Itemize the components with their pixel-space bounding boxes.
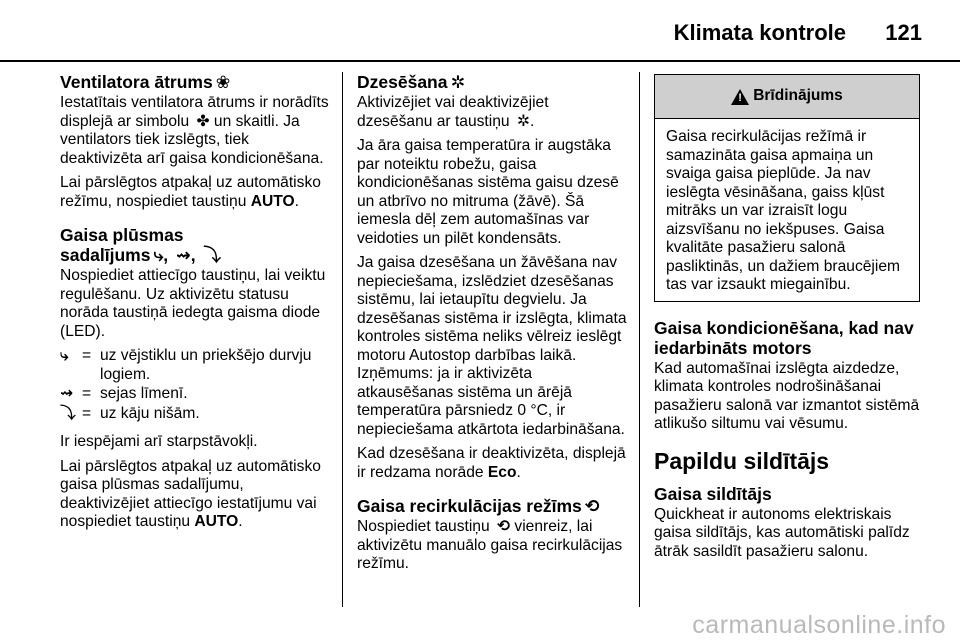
paragraph-distribution-auto: Lai pārslēgtos atpakaļ uz automātisko gaisa plūsmas sadalījumu, deaktivizējiet attiecīgo iestatījumu vai nospiediet taustiņu AUTO. <box>60 457 321 530</box>
footwell-airflow-icon: ⤵ <box>203 245 221 265</box>
heading-air-heater: Gaisa sildītājs <box>654 483 772 504</box>
paragraph-ac-engine-off: Kad automašīnai izslēgta aizdedze, klimata kontroles nodrošināšanai pasažieru salonā var izmantot sistēmā atlikušo siltumu vai vēsumu. <box>654 359 920 432</box>
column-divider <box>342 72 343 607</box>
heading-fan-speed: Ventilatora ātrums ❀ <box>60 72 231 92</box>
windscreen-airflow-icon: ⤷ <box>60 347 69 364</box>
column-3 <box>654 72 920 567</box>
paragraph-cooling-eco: Kad dzesēšana ir deaktivizēta, displejā ir redzama norāde Eco. <box>357 445 626 481</box>
footwell-airflow-icon: ⤵ <box>60 404 76 422</box>
snowflake-icon: ✲ <box>516 112 530 130</box>
recirculation-icon: ⟲ <box>496 518 511 535</box>
windscreen-airflow-icon: ⤷ <box>153 245 164 265</box>
paragraph-fan: Iestatītais ventilatora ātrums ir norādīts displejā ar simbolu ✤ un skaitli. Ja ventilators tiek izslēgts, tiek deaktivizēta arī gaisa kondicionēšana. <box>60 94 329 167</box>
recirculation-icon: ⟲ <box>584 496 600 516</box>
heading-ac-engine-off: Gaisa kondicionēšana, kad nav iedarbināts motors <box>654 317 914 358</box>
column-2 <box>357 72 627 580</box>
paragraph-intermediate: Ir iespējami arī starpstāvokļi. <box>60 433 258 450</box>
warning-triangle-icon: ! <box>731 89 749 105</box>
paragraph-recirculation: Nospiediet taustiņu ⟲ vienreiz, lai aktivizētu manuālo gaisa recirkulācijas režīmu. <box>357 518 623 572</box>
page-title: Klimata kontrole <box>673 20 846 45</box>
fan-icon: ❀ <box>215 72 231 92</box>
list-item: ⤵ = uz kāju nišām. <box>60 404 200 422</box>
face-airflow-icon: ⇝ <box>60 385 74 402</box>
paragraph-fan-auto: Lai pārslēgtos atpakaļ uz automātisko režīmu, nospiediet taustiņu AUTO. <box>60 174 321 210</box>
heading-auxiliary-heater: Papildu sildītājs <box>654 447 830 474</box>
column-divider <box>639 72 640 607</box>
distribution-list <box>60 347 330 423</box>
paragraph-cooling-toggle: Aktivizējiet vai deaktivizējiet dzesēšanu ar taustiņu ✲. <box>357 94 549 130</box>
warning-box <box>654 74 920 302</box>
fan-symbol-icon: ✤ <box>196 112 210 130</box>
heading-cooling: Dzesēšana ✲ <box>357 72 466 92</box>
snowflake-icon: ✲ <box>450 72 466 92</box>
column-1 <box>60 72 330 538</box>
page-header <box>0 0 960 62</box>
heading-air-distribution: Gaisa plūsmas sadalījums ⤷, ⇝, ⤵ <box>60 225 221 265</box>
page-number: 121 <box>885 20 922 45</box>
warning-text: Gaisa recirkulācijas režīmā ir samazināta gaisa apmaiņa un svaiga gaisa pieplūde. Ja nav ieslēgta vēsināšana, gaiss kļūst mitrāks un var izraisīt logu aizsvīšanu no iekšpuses. Gaisa kvalitāte pasažieru salonā pasliktinās, un dažiem braucējiem tas var izsaukt miegainību. <box>666 128 901 293</box>
warning-header: ! Brīdinājums <box>655 75 919 119</box>
watermark: carmanualsonline.info <box>692 611 946 639</box>
paragraph-air-heater: Quickheat ir autonoms elektriskais gaisa sildītājs, kas automātiski palīdz ātrāk sasildīt pasažieru salonu. <box>654 505 910 560</box>
paragraph-distribution: Nospiediet attiecīgo taustiņu, lai veiktu regulēšanu. Uz aktivizētu statusu norāda taustiņā iedegta gaisma diode (LED). <box>60 267 326 340</box>
list-item: ⤷ = uz vējstiklu un priekšējo durvju logiem. <box>60 347 312 383</box>
face-airflow-icon: ⇝ <box>176 245 191 265</box>
list-item: ⇝ = sejas līmenī. <box>60 385 188 402</box>
paragraph-cooling-off: Ja gaisa dzesēšana un žāvēšana nav nepieciešama, izslēdziet dzesēšanas sistēmu, lai ietaupītu degvielu. Ja dzesēšanas sistēma ir izslēgta, klimata kontroles sistēma neliks vēlreiz ieslēgt motoru Autostop darbības laikā. Izņēmums: ja ir aktivizēta atkausēšanas sistēma un ārējā temperatūra pārsniedz 0 °C, ir nepieciešama atkārtota iedarbināšana. <box>357 254 627 438</box>
paragraph-cooling-info: Ja āra gaisa temperatūra ir augstāka par noteiktu robežu, gaisa kondicionēšanas sistēma gaisu dzesē un atbrīvo no mitruma (žāvē). Šā iemesla dēļ zem automašīnas var veidoties un pilēt kondensāts. <box>357 137 619 247</box>
heading-recirculation: Gaisa recirkulācijas režīms ⟲ <box>357 496 600 516</box>
